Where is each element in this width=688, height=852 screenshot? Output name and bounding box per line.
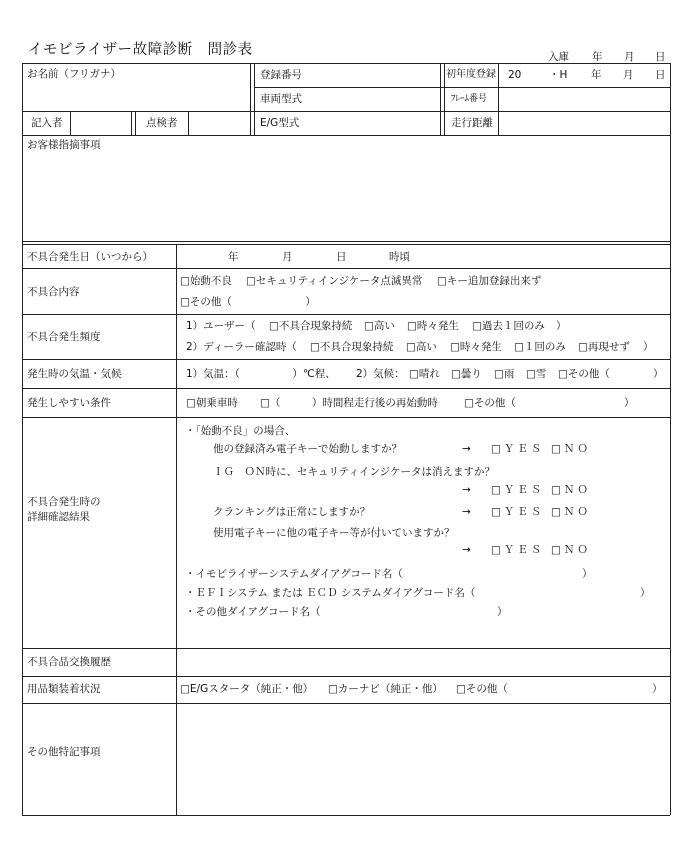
mileage-field[interactable]	[500, 113, 668, 133]
frequency-user-prefix: 1）ユーザー（	[186, 320, 256, 332]
q2-no-checkbox[interactable]: □ ＮＯ	[551, 483, 591, 497]
frequency-dealer-not-reproduced[interactable]: □ 再現せず	[578, 340, 630, 354]
accessories-eg-starter[interactable]: □ E/Gスタータ（純正・他）	[180, 682, 313, 696]
parts-history-field[interactable]	[179, 650, 668, 674]
reg-no-field[interactable]	[320, 65, 438, 85]
entry-month: 月	[624, 51, 635, 63]
arrow-icon: →	[462, 544, 471, 556]
occurrence-date-label: 不具合発生日（いつから）	[27, 251, 153, 263]
conditions-other[interactable]: □ その他（	[464, 396, 516, 410]
details-code-other: ・その他ダイアグコード名（	[185, 606, 321, 618]
arrow-icon: →	[462, 443, 471, 455]
weather-other[interactable]: □ その他（	[558, 367, 610, 381]
frequency-dealer-once[interactable]: □ １回のみ	[514, 340, 566, 354]
frequency-user-sometimes[interactable]: □ 時々発生	[407, 319, 459, 333]
weather-sunny[interactable]: □ 晴れ	[409, 367, 440, 381]
reg-no-label: 登録番号	[260, 69, 302, 81]
entry-date-label: 入庫	[548, 51, 569, 63]
frame-no-field[interactable]	[500, 89, 668, 109]
mileage-label: 走行距離	[451, 117, 493, 129]
parts-history-label: 不具合品交換履歴	[27, 656, 111, 668]
weather-rain[interactable]: □ 雨	[494, 367, 514, 381]
details-label-line2: 詳細確認結果	[27, 511, 90, 523]
weather-cloudy[interactable]: □ 曇り	[451, 367, 482, 381]
occurrence-year: 年	[228, 251, 239, 263]
details-code-immobilizer: ・イモビライザーシステムダイアグコード名（	[185, 568, 403, 580]
page-title: イモビライザー故障診断 問診表	[28, 42, 253, 58]
weather-suffix: ）	[653, 368, 664, 380]
q4-no-checkbox[interactable]: □ ＮＯ	[551, 543, 591, 557]
q3-yes-checkbox[interactable]: □ ＹＥＳ	[491, 505, 544, 519]
first-reg-era: ・H	[549, 69, 568, 81]
frequency-label: 不具合発生頻度	[27, 331, 101, 343]
details-question-2: ＩＧ ＯＮ時に、セキュリティインジケータは消えますか？	[213, 466, 495, 478]
frequency-dealer-prefix: 2）ディーラー確認時（	[186, 341, 297, 353]
content-label: 不具合内容	[27, 286, 80, 298]
accessories-suffix: ）	[652, 683, 663, 695]
customer-remarks-label: お客様指摘事項	[27, 139, 101, 151]
accessories-label: 用品類装着状況	[27, 683, 101, 695]
details-label-line1: 不具合発生時の	[27, 496, 101, 508]
details-question-3: クランキングは正常にしますか？	[213, 506, 371, 518]
q1-no-checkbox[interactable]: □ ＮＯ	[551, 442, 591, 456]
eg-model-label: E/G型式	[260, 117, 300, 129]
frequency-dealer-suffix: ）	[643, 341, 654, 353]
frequency-dealer-high[interactable]: □ 高い	[406, 340, 437, 354]
q4-yes-checkbox[interactable]: □ ＹＥＳ	[491, 543, 544, 557]
entry-year: 年	[592, 51, 603, 63]
vehicle-model-label: 車両型式	[260, 93, 302, 105]
content-checkbox-key-registration[interactable]: □ キー追加登録出来ず	[437, 274, 541, 288]
weather-label: 発生時の気温・気候	[27, 368, 122, 380]
occurrence-day: 日	[336, 251, 347, 263]
weather-snow[interactable]: □ 雪	[526, 367, 546, 381]
accessories-other[interactable]: □ その他（	[456, 682, 508, 696]
frequency-dealer-persistent[interactable]: □ 不具合現象持続	[310, 340, 393, 354]
conditions-label: 発生しやすい条件	[27, 397, 111, 409]
conditions-morning[interactable]: □ 朝乗車時	[186, 396, 238, 410]
first-reg-label: 初年度登録	[446, 69, 496, 80]
accessories-car-navi[interactable]: □ カーナビ（純正・他）	[328, 682, 443, 696]
name-label: お名前（フリガナ）	[27, 68, 121, 80]
other-notes-label: その他特記事項	[27, 746, 101, 758]
frequency-user-suffix: ）	[556, 320, 567, 332]
recorder-label: 記入者	[31, 117, 63, 129]
frequency-dealer-sometimes[interactable]: □ 時々発生	[450, 340, 502, 354]
customer-remarks-field[interactable]	[27, 154, 665, 238]
conditions-after-driving[interactable]: □ （ ）時間程走行後の再始動時	[260, 396, 438, 410]
frame-no-label: ﾌﾚｰﾑ番号	[451, 94, 488, 104]
frequency-user-persistent[interactable]: □ 不具合現象持続	[269, 319, 352, 333]
first-reg-month: 月	[623, 69, 634, 81]
recorder-field[interactable]	[72, 113, 129, 133]
first-reg-prefix: 20	[508, 69, 522, 81]
inspector-field[interactable]	[190, 113, 248, 133]
conditions-suffix: ）	[624, 397, 635, 409]
q3-no-checkbox[interactable]: □ ＮＯ	[551, 505, 591, 519]
content-checkbox-other[interactable]: □ その他（ ）	[180, 295, 316, 309]
details-question-4: 使用電子キーに他の電子キー等が付いていますか？	[213, 527, 455, 539]
frequency-user-high[interactable]: □ 高い	[364, 319, 395, 333]
q2-yes-checkbox[interactable]: □ ＹＥＳ	[491, 483, 544, 497]
occurrence-time: 時頃	[389, 251, 410, 263]
details-case-heading: ・「始動不良」の場合、	[185, 425, 296, 437]
entry-day: 日	[655, 51, 666, 63]
details-code-efi: ・ＥＦＩシステム または ＥＣＤ システムダイアグコード名（	[185, 587, 476, 599]
frequency-user-once[interactable]: □ 過去１回のみ	[472, 319, 545, 333]
content-checkbox-indicator-blink[interactable]: □ セキュリティインジケータ点滅異常	[246, 274, 422, 288]
vehicle-model-field[interactable]	[320, 89, 438, 109]
details-code-other-close: ）	[497, 606, 508, 618]
weather-climate-prefix: 2）気候：	[356, 368, 405, 380]
content-checkbox-start-failure[interactable]: □ 始動不良	[180, 274, 232, 288]
first-reg-year: 年	[591, 69, 602, 81]
arrow-icon: →	[462, 484, 471, 496]
other-notes-field[interactable]	[179, 706, 668, 813]
details-code-immobilizer-close: ）	[582, 568, 593, 580]
details-code-efi-close: ）	[640, 587, 651, 599]
details-question-1: 他の登録済み電子キーで始動しますか？	[213, 443, 402, 455]
arrow-icon: →	[462, 506, 471, 518]
weather-temperature: 1）気温：（ ）℃程、	[186, 368, 336, 380]
name-field[interactable]	[27, 82, 247, 109]
q1-yes-checkbox[interactable]: □ ＹＥＳ	[491, 442, 544, 456]
inspector-label: 点検者	[146, 117, 178, 129]
first-reg-day: 日	[655, 69, 666, 81]
eg-model-field[interactable]	[320, 113, 438, 133]
occurrence-month: 月	[282, 251, 293, 263]
